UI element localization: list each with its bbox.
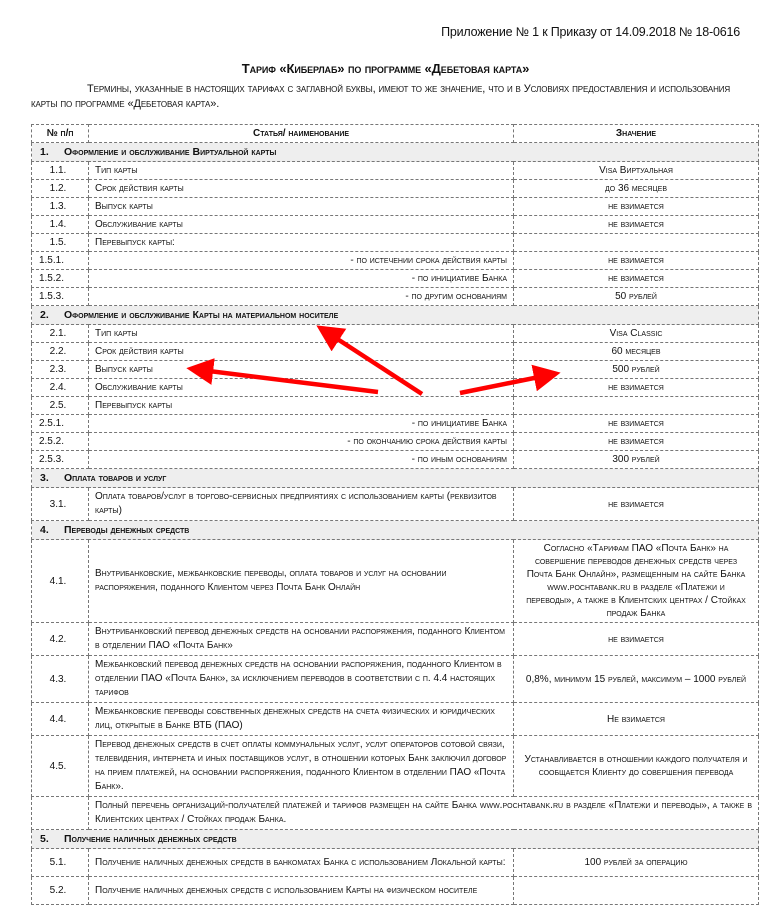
- section-note-row: [32, 797, 759, 830]
- section-number: 5.: [40, 833, 49, 845]
- section-header-5: [32, 830, 759, 849]
- row-number: 1.5.: [32, 234, 89, 252]
- table-row: [32, 180, 759, 198]
- table-row: [32, 216, 759, 234]
- section-header-3: [32, 469, 759, 488]
- row-name: Выпуск карты: [89, 198, 514, 216]
- row-name: - по инициативе Банка: [89, 270, 514, 288]
- row-number: 5.2.: [32, 877, 89, 905]
- section-number: 3.: [40, 472, 49, 484]
- row-name: Межбанковский перевод денежных средств на основании распоряжения, поданного Клиентом в отделении ПАО «Почта Банк», за исключением переводов в соответствии с п. 4.4 настоящих тарифов: [89, 656, 514, 703]
- row-name: Оплата товаров/услуг в торгово-сервисных предприятиях с использованием карты (реквизитов карты): [89, 488, 514, 521]
- row-value: Устанавливается в отношении каждого получателя и сообщается Клиенту до совершения перевода: [514, 736, 759, 797]
- row-value: [514, 877, 759, 905]
- table-header-row: [32, 125, 759, 143]
- row-name: Срок действия карты: [89, 343, 514, 361]
- row-name: Тип карты: [89, 325, 514, 343]
- row-number: 1.1.: [32, 162, 89, 180]
- row-number: 2.2.: [32, 343, 89, 361]
- table-row: [32, 325, 759, 343]
- table-row: [32, 451, 759, 469]
- row-number: 2.5.2.: [32, 433, 89, 451]
- table-row: [32, 270, 759, 288]
- row-name: Перевыпуск карты: [89, 397, 514, 415]
- row-name: Внутрибанковские, межбанковские переводы, оплата товаров и услуг на основании распоряжения, поданного Клиентом через Почта Банк Онлайн: [89, 540, 514, 623]
- row-name: - по иным основаниям: [89, 451, 514, 469]
- table-row: [32, 540, 759, 623]
- row-name: - по другим основаниям: [89, 288, 514, 306]
- row-number: 2.4.: [32, 379, 89, 397]
- section-number: 4.: [40, 524, 49, 536]
- row-number: 1.5.1.: [32, 252, 89, 270]
- row-value: Согласно «Тарифам ПАО «Почта Банк» на совершение переводов денежных средств через Почта Банк Онлайн», размещенным на сайте Банка www.pochtabank.ru в разделе «Платежи и переводы», а также в Клиентских центрах / Стойках продаж Банка: [514, 540, 759, 623]
- row-number: 5.1.: [32, 849, 89, 877]
- row-number: 1.4.: [32, 216, 89, 234]
- row-number: 1.5.2.: [32, 270, 89, 288]
- row-number: 4.2.: [32, 623, 89, 656]
- table-row: [32, 198, 759, 216]
- table-row: [32, 656, 759, 703]
- row-value: 60 месяцев: [514, 343, 759, 361]
- table-row: [32, 252, 759, 270]
- column-header-value: Значение: [514, 125, 759, 143]
- table-row: [32, 415, 759, 433]
- row-value: Не взимается: [514, 703, 759, 736]
- row-number: 4.5.: [32, 736, 89, 797]
- section-title: Получение наличных денежных средств: [64, 833, 237, 845]
- row-value: 0,8%, минимум 15 рублей, максимум – 1000 рублей: [514, 656, 759, 703]
- table-row: [32, 849, 759, 877]
- row-name: - по истечении срока действия карты: [89, 252, 514, 270]
- row-value: 100 рублей за операцию: [514, 849, 759, 877]
- section-title: Оплата товаров и услуг: [64, 472, 167, 484]
- table-row: [32, 623, 759, 656]
- section-header-1: [32, 143, 759, 162]
- table-row: [32, 162, 759, 180]
- column-header-name: Статья/ наименование: [89, 125, 514, 143]
- row-value: не взимается: [514, 623, 759, 656]
- row-name: Срок действия карты: [89, 180, 514, 198]
- row-value: 300 рублей: [514, 451, 759, 469]
- row-name: - по инициативе Банка: [89, 415, 514, 433]
- document-title: Тариф «Киберлаб» по программе «Дебетовая карта»: [241, 61, 530, 76]
- row-number: 4.3.: [32, 656, 89, 703]
- table-row: [32, 433, 759, 451]
- section-header-4: [32, 521, 759, 540]
- row-number: 4.1.: [32, 540, 89, 623]
- row-value: не взимается: [514, 216, 759, 234]
- row-name: Обслуживание карты: [89, 216, 514, 234]
- row-value: 50 рублей: [514, 288, 759, 306]
- row-value: не взимается: [514, 415, 759, 433]
- row-number: 2.3.: [32, 361, 89, 379]
- table-row: [32, 361, 759, 379]
- row-name: Тип карты: [89, 162, 514, 180]
- row-number: 2.5.: [32, 397, 89, 415]
- row-number: 2.1.: [32, 325, 89, 343]
- row-name: Перевыпуск карты:: [89, 234, 514, 252]
- row-number: 3.1.: [32, 488, 89, 521]
- row-value: до 36 месяцев: [514, 180, 759, 198]
- row-number: 1.5.3.: [32, 288, 89, 306]
- intro-paragraph: Термины, указанные в настоящих тарифах с заглавной буквы, имеют то же значение, что и в Условиях предоставления и использования карты по программе «Дебетовая карта».: [31, 83, 731, 110]
- column-header-number: № п/п: [32, 125, 89, 143]
- row-name: Получение наличных денежных средств с использованием Карты на физическом носителе: [89, 877, 514, 905]
- row-value: не взимается: [514, 488, 759, 521]
- row-value: 500 рублей: [514, 361, 759, 379]
- section-title: Оформление и обслуживание Карты на материальном носителе: [64, 309, 339, 321]
- row-value: не взимается: [514, 198, 759, 216]
- row-number: 2.5.1.: [32, 415, 89, 433]
- row-name: Межбанковские переводы собственных денежных средств на счета физических и юридических лиц, открытые в Банке ВТБ (ПАО): [89, 703, 514, 736]
- section-title: Переводы денежных средств: [64, 524, 190, 536]
- appendix-reference: Приложение № 1 к Приказу от 14.09.2018 № 18-0616: [441, 25, 740, 39]
- table-row: [32, 288, 759, 306]
- row-number: 1.2.: [32, 180, 89, 198]
- row-value: Visa Виртуальная: [514, 162, 759, 180]
- table-row: [32, 488, 759, 521]
- row-value: [514, 234, 759, 252]
- row-name: Перевод денежных средств в счет оплаты коммунальных услуг, услуг операторов сотовой связи, телевидения, интернета и иных поставщиков услуг, в отношении которых Банк заключил договор на прием платежей, на основании распоряжения, поданного Клиентом в отделении ПАО «Почта Банк».: [89, 736, 514, 797]
- section-number: 2.: [40, 309, 49, 321]
- row-value: [514, 397, 759, 415]
- section-note: Полный перечень организаций-получателей платежей и тарифов размещен на сайте Банка www.pochtabank.ru в разделе «Платежи и переводы», а также в Клиентских центрах / Стойках продаж Банка.: [89, 797, 759, 830]
- table-row: [32, 397, 759, 415]
- section-header-2: [32, 306, 759, 325]
- table-row: [32, 343, 759, 361]
- row-value: не взимается: [514, 379, 759, 397]
- section-number: 1.: [40, 146, 49, 158]
- row-value: Visa Classic: [514, 325, 759, 343]
- section-title: Оформление и обслуживание Виртуальной карты: [64, 146, 277, 158]
- row-number: 2.5.3.: [32, 451, 89, 469]
- row-value: не взимается: [514, 270, 759, 288]
- row-value: не взимается: [514, 433, 759, 451]
- table-row: [32, 234, 759, 252]
- row-name: Выпуск карты: [89, 361, 514, 379]
- table-row: [32, 379, 759, 397]
- row-number: 4.4.: [32, 703, 89, 736]
- row-number: 1.3.: [32, 198, 89, 216]
- row-name: Обслуживание карты: [89, 379, 514, 397]
- table-row: [32, 736, 759, 797]
- row-value: не взимается: [514, 252, 759, 270]
- tariff-table: [31, 124, 759, 905]
- table-row: [32, 703, 759, 736]
- row-name: - по окончанию срока действия карты: [89, 433, 514, 451]
- row-name: Внутрибанковский перевод денежных средств на основании распоряжения, поданного Клиентом в отделении ПАО «Почта Банк»: [89, 623, 514, 656]
- table-row: [32, 877, 759, 905]
- row-name: Получение наличных денежных средств в банкоматах Банка с использованием Локальной карты:: [89, 849, 514, 877]
